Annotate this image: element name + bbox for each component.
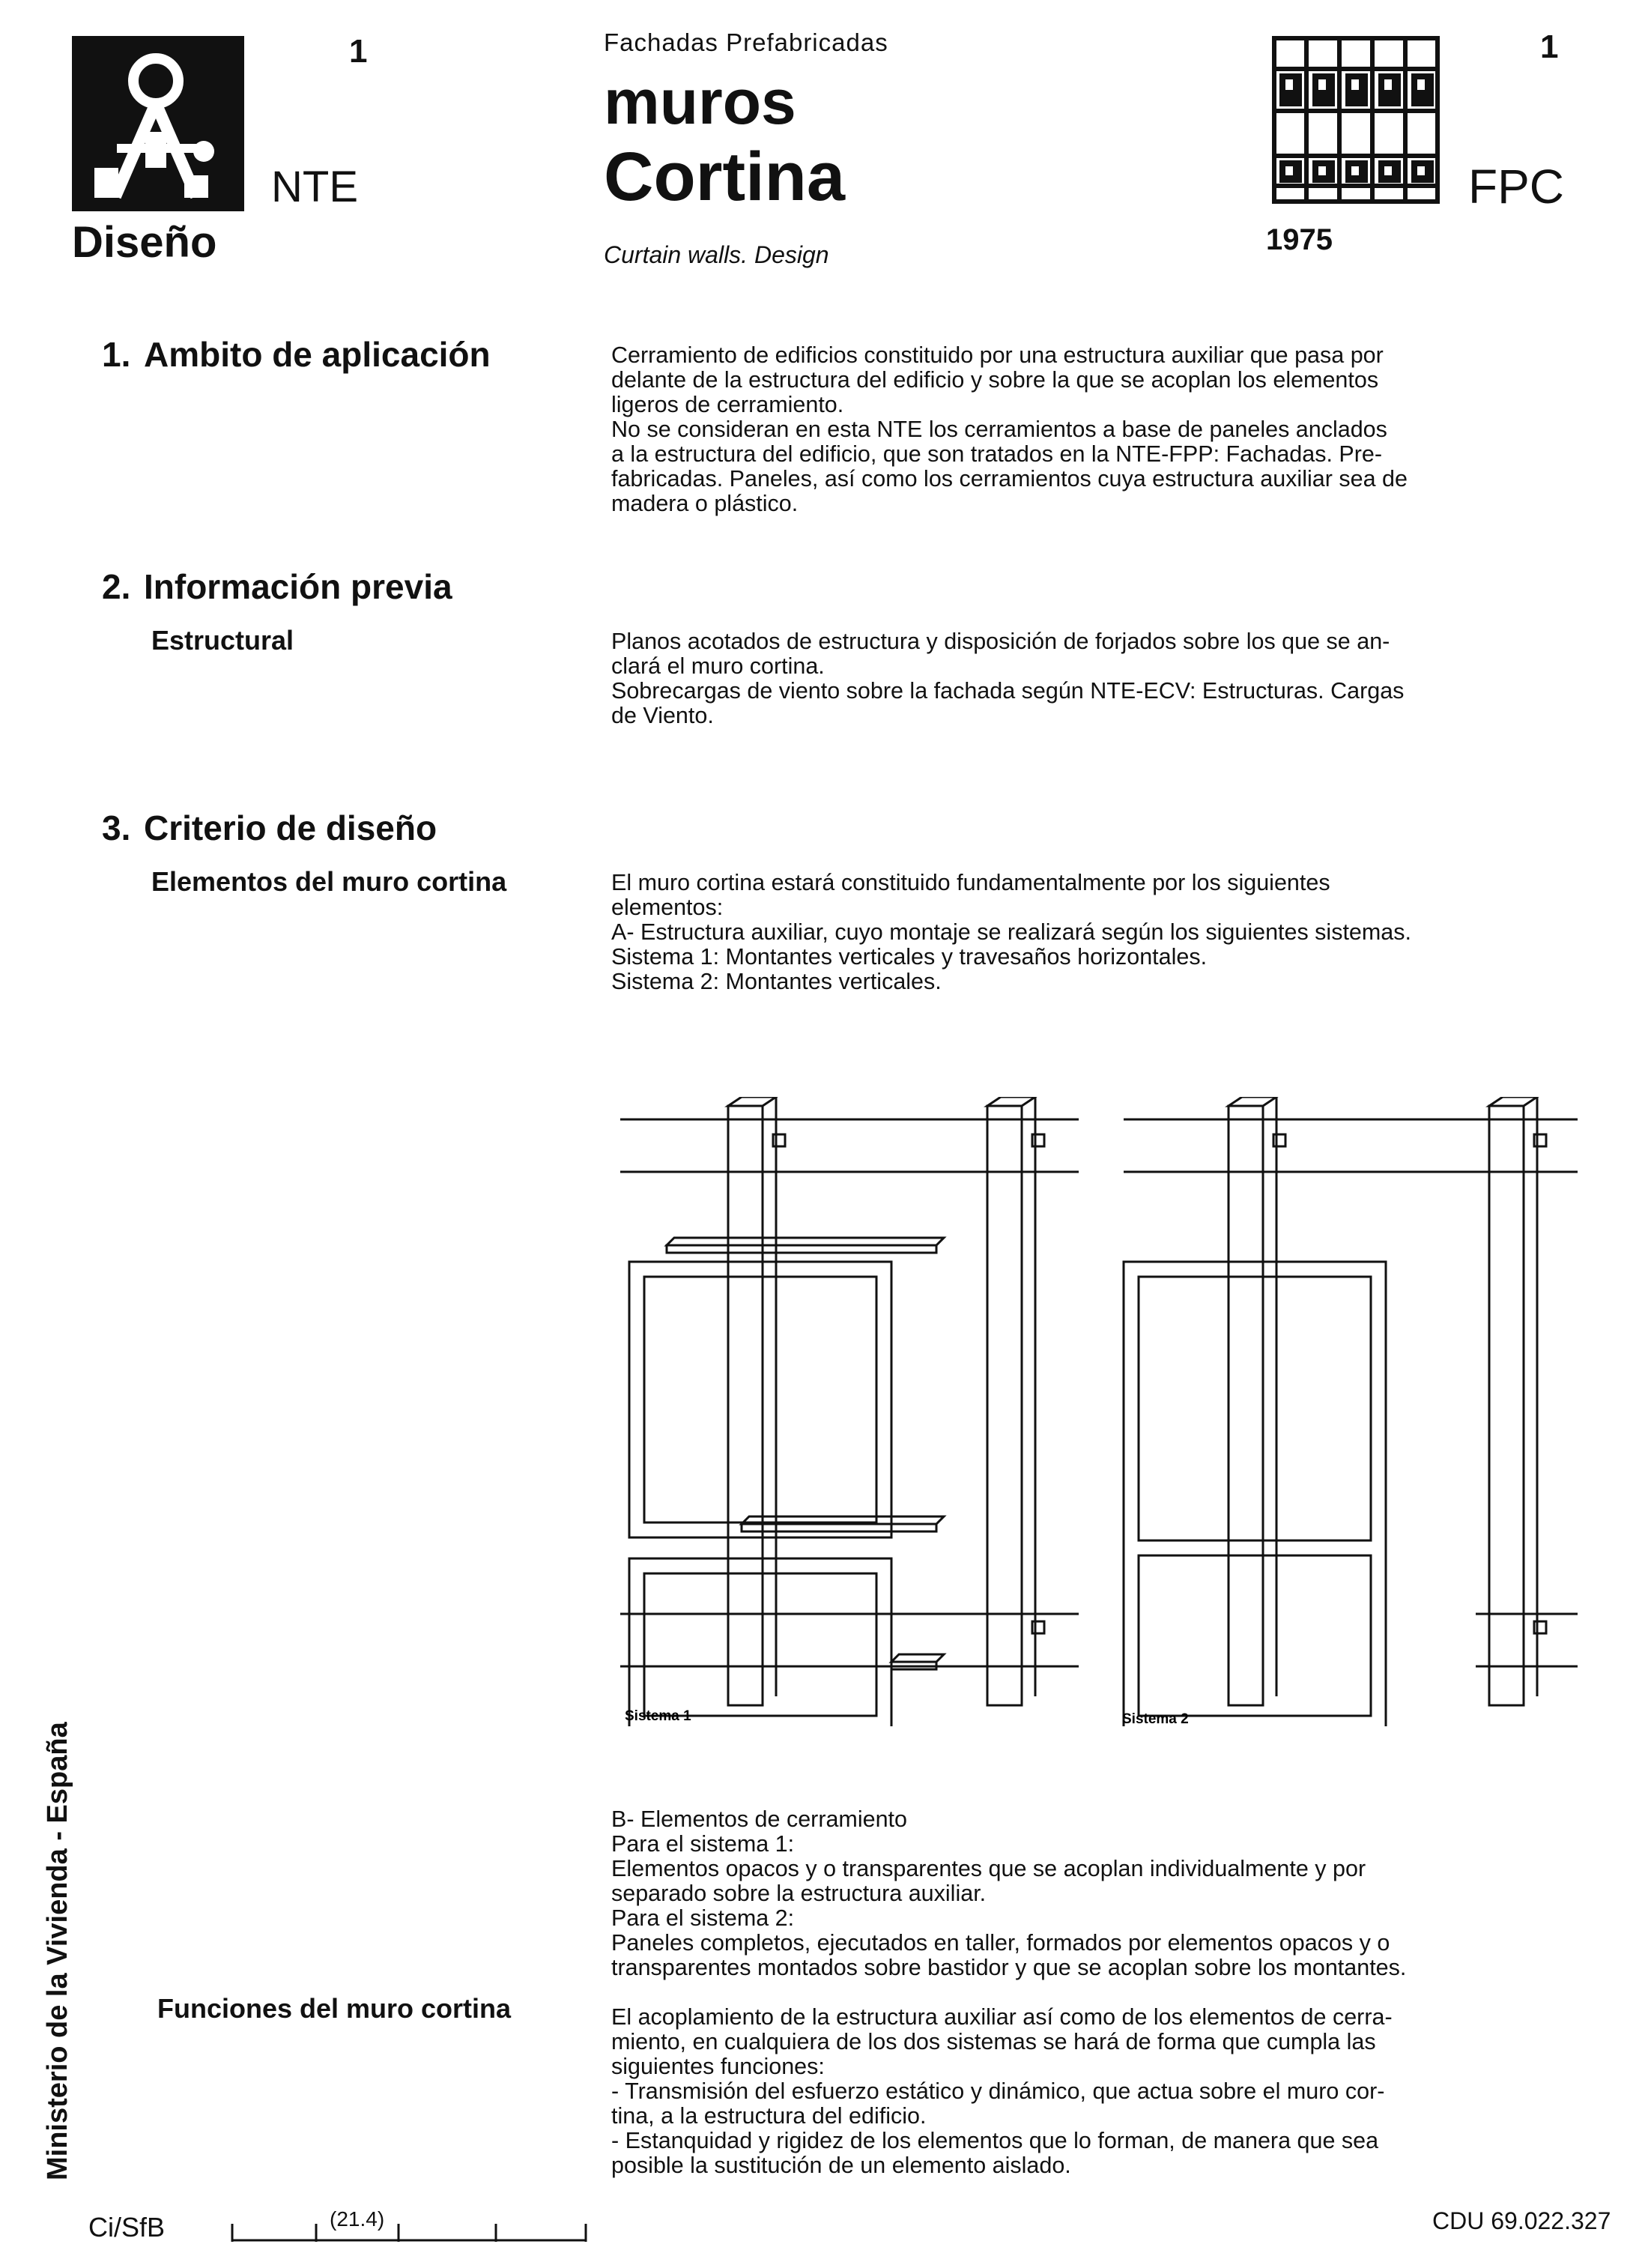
functions-subheading: Funciones del muro cortina <box>157 1993 512 2024</box>
facade-grid-icon <box>1272 36 1440 204</box>
text-line: Para el sistema 1: <box>611 1831 795 1857</box>
text-line: posible la sustitución de un elemento aislado. <box>611 2153 1071 2178</box>
text-line: de Viento. <box>611 703 714 728</box>
closure-elements-text <box>611 1807 1570 1980</box>
text-line: elementos: <box>611 895 724 920</box>
text-line: Cerramiento de edificios constituido por una estructura auxiliar que pasa por <box>611 342 1384 368</box>
text-line: clará el muro cortina. <box>611 653 825 679</box>
curtain-wall-systems-figure <box>614 1097 1581 1726</box>
text-line: Elementos opacos y o transparentes que se acoplan individualmente y por <box>611 1856 1366 1881</box>
ministry-vertical-text <box>39 1722 84 2195</box>
text-line: - Estanquidad y rigidez de los elementos que lo forman, de manera que sea <box>611 2128 1379 2153</box>
section-1-heading <box>102 334 491 375</box>
series-title: Fachadas Prefabricadas <box>604 28 888 56</box>
text-line: No se consideran en esta NTE los cerramientos a base de paneles anclados <box>611 417 1387 442</box>
text-line: miento, en cualquiera de los dos sistemas se hará de forma que cumpla las <box>611 2029 1376 2054</box>
text-line: tina, a la estructura del edificio. <box>611 2103 927 2129</box>
text-line: A- Estructura auxiliar, cuyo montaje se realizará según los siguientes sistemas. <box>611 919 1411 945</box>
text-line: El acoplamiento de la estructura auxiliar así como de los elementos de cerra- <box>611 2004 1393 2030</box>
document-code: FPC <box>1468 160 1564 214</box>
section-3-title: Criterio de diseño <box>144 808 437 847</box>
right-page-number: 1 <box>1540 28 1559 65</box>
sistema-2-label: Sistema 2 <box>1122 1711 1189 1726</box>
text-line: B- Elementos de cerramiento <box>611 1806 907 1832</box>
title-line-1: muros <box>604 67 796 137</box>
functions-text <box>611 2005 1570 2178</box>
category-label: Diseño <box>72 218 217 267</box>
section-2-text <box>611 629 1570 728</box>
compass-emblem-icon <box>72 36 244 211</box>
section-2-subheading: Estructural <box>151 625 294 656</box>
text-line: Sistema 1: Montantes verticales y travesaños horizontales. <box>611 944 1208 970</box>
sistema-2-drawing <box>1124 1097 1578 1726</box>
sistema-1-drawing <box>620 1097 1079 1726</box>
section-3-number: 3. <box>102 808 131 847</box>
section-2-title: Información previa <box>144 567 452 606</box>
section-3-subheading: Elementos del muro cortina <box>151 866 507 897</box>
left-page-number: 1 <box>349 33 368 70</box>
section-2-number: 2. <box>102 567 131 606</box>
section-1-text <box>611 343 1570 516</box>
section-2-heading <box>102 566 452 607</box>
text-line: ligeros de cerramiento. <box>611 392 844 417</box>
nte-label: NTE <box>271 163 358 211</box>
english-subtitle: Curtain walls. Design <box>604 241 829 268</box>
text-line: siguientes funciones: <box>611 2054 825 2079</box>
section-3-text <box>611 871 1570 994</box>
cisfb-classification-ruler <box>229 2209 589 2246</box>
text-line: - Transmisión del esfuerzo estático y dinámico, que actua sobre el muro cor- <box>611 2078 1385 2104</box>
text-line: Para el sistema 2: <box>611 1905 795 1931</box>
text-line: Sobrecargas de viento sobre la fachada según NTE-ECV: Estructuras. Cargas <box>611 678 1405 704</box>
ministry-label: Ministerio de la Vivienda - España <box>42 1722 73 2180</box>
section-3-heading <box>102 808 437 848</box>
text-line: delante de la estructura del edificio y sobre la que se acoplan los elementos <box>611 367 1379 393</box>
text-line: a la estructura del edificio, que son tratados en la NTE-FPP: Fachadas. Pre- <box>611 441 1383 467</box>
cisfb-code: (21.4) <box>330 2207 385 2231</box>
text-line: fabricadas. Paneles, así como los cerramientos cuya estructura auxiliar sea de <box>611 466 1408 492</box>
cdu-code: CDU 69.022.327 <box>1432 2207 1611 2234</box>
text-line: Sistema 2: Montantes verticales. <box>611 969 942 994</box>
text-line: Planos acotados de estructura y disposición de forjados sobre los que se an- <box>611 629 1390 654</box>
cisfb-label: Ci/SfB <box>88 2212 166 2243</box>
text-line: Paneles completos, ejecutados en taller, formados por elementos opacos y o <box>611 1930 1390 1956</box>
text-line: El muro cortina estará constituido fundamentalmente por los siguientes <box>611 870 1330 895</box>
section-1-number: 1. <box>102 335 131 374</box>
text-line: transparentes montados sobre bastidor y que se acoplan sobre los montantes. <box>611 1955 1407 1980</box>
publication-year: 1975 <box>1266 223 1333 256</box>
sistema-1-label: Sistema 1 <box>625 1708 691 1724</box>
text-line: madera o plástico. <box>611 491 799 516</box>
section-1-title: Ambito de aplicación <box>144 335 491 374</box>
nte-emblem-logo <box>72 36 244 211</box>
text-line: separado sobre la estructura auxiliar. <box>611 1881 987 1906</box>
title-line-2: Cortina <box>604 139 845 215</box>
